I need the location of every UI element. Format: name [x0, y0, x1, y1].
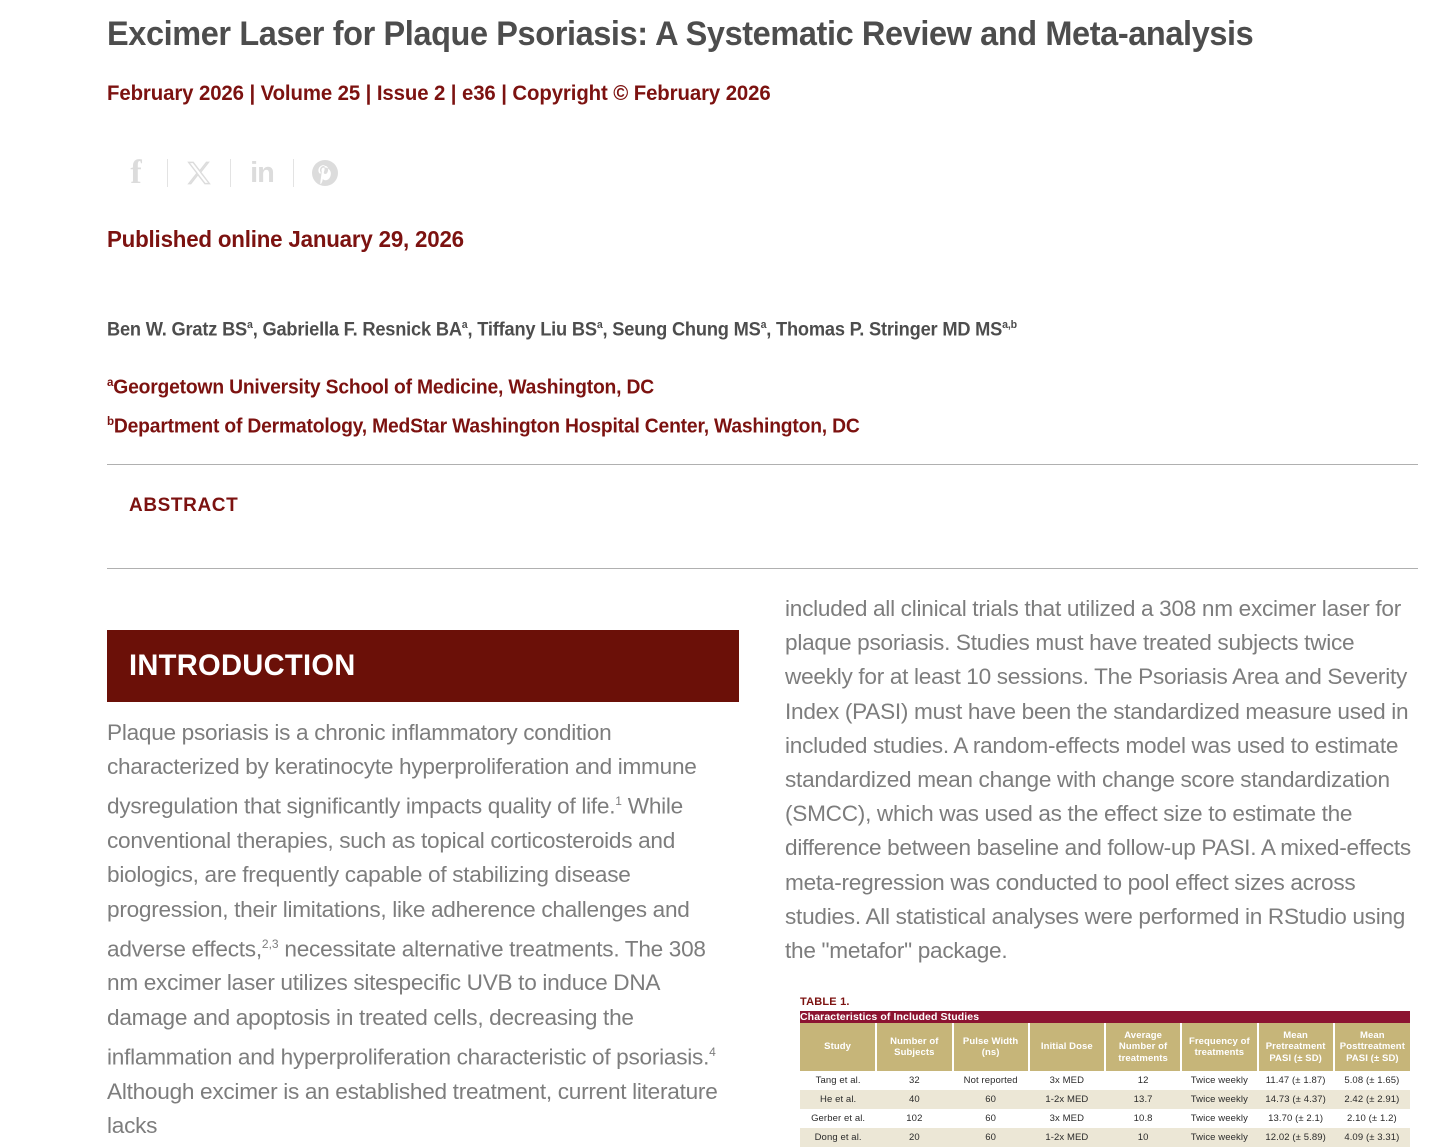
column-header-average-number-of-treatments: Average Number of treatments	[1105, 1023, 1181, 1071]
table-title: Characteristics of Included Studies	[800, 1011, 1410, 1023]
cell-avg-treatments: 13.7	[1105, 1090, 1181, 1109]
cell-frequency: Twice weekly	[1181, 1128, 1257, 1147]
cell-frequency: Twice weekly	[1181, 1109, 1257, 1128]
facebook-icon[interactable]: f	[130, 154, 142, 191]
cell-pulse-width: 60	[953, 1109, 1029, 1128]
cell-pre-pasi: 13.70 (± 2.1)	[1258, 1109, 1334, 1128]
affiliation-b: $^b$Department of Dermatology, MedStar Washington Hospital Center, Washington, DC	[107, 414, 860, 438]
cell-post-pasi: 2.10 (± 1.2)	[1334, 1109, 1410, 1128]
page-title: Excimer Laser for Plaque Psoriasis: A Systematic Review and Meta-analysis	[107, 15, 1254, 53]
cell-pre-pasi: 12.02 (± 5.89)	[1258, 1128, 1334, 1147]
cell-pulse-width: 60	[953, 1090, 1029, 1109]
cell-subjects: 40	[876, 1090, 952, 1109]
cell-subjects: 32	[876, 1071, 952, 1090]
methods-body-text: included all clinical trials that utilized a 308 nm excimer laser for plaque psoriasis. Studies must have treated subjects twice weekly for at least 10 sessions. The Psoriasis Area and Severity Index (PASI) must have been the standardized measure used in included studies. A random-effects model was used to estimate standardized mean change with change score standardization (SMCC), which was used as the effect size to estimate the difference between baseline and follow-up PASI. A mixed-effects meta-regression was conducted to pool effect sizes across studies. All statistical analyses were performed in RStudio using the "metafor" package.	[785, 596, 1411, 964]
cell-initial-dose: 1-2x MED	[1029, 1128, 1105, 1147]
issue-citation-line: February 2026 | Volume 25 | Issue 2 | e36 | Copyright © February 2026	[107, 82, 771, 105]
cell-pre-pasi: 11.47 (± 1.87)	[1258, 1071, 1334, 1090]
cell-study: Tang et al.	[800, 1071, 876, 1090]
characteristics-table	[800, 1011, 1410, 1147]
cell-initial-dose: 3x MED	[1029, 1071, 1105, 1090]
introduction-section-banner	[107, 630, 739, 702]
cell-avg-treatments: 10	[1105, 1128, 1181, 1147]
abstract-label: ABSTRACT	[129, 495, 239, 516]
cell-pulse-width: 60	[953, 1128, 1029, 1147]
table-title-row	[800, 1011, 1410, 1023]
column-header-mean-posttreatment-pasi: Mean Posttreatment PASI (± SD)	[1334, 1023, 1410, 1071]
cell-study: He et al.	[800, 1090, 876, 1109]
cell-study: Gerber et al.	[800, 1109, 876, 1128]
cell-frequency: Twice weekly	[1181, 1090, 1257, 1109]
table-caption: TABLE 1.	[800, 996, 850, 1008]
cell-avg-treatments: 12	[1105, 1071, 1181, 1090]
author-list: Ben W. Gratz $BS^a$, Gabriella F. Resnick $BA^a$, Tiffany Liu $BS^a$, Seung Chung $MS^a$, Thomas P. Stringer MD MS$^{a,b}$	[107, 319, 1017, 341]
table-row	[800, 1071, 1410, 1090]
cell-initial-dose: 3x MED	[1029, 1109, 1105, 1128]
abstract-rule-bottom	[107, 568, 1418, 569]
cell-pre-pasi: 14.73 (± 4.37)	[1258, 1090, 1334, 1109]
column-header-initial-dose: Initial Dose	[1029, 1023, 1105, 1071]
cell-avg-treatments: 10.8	[1105, 1109, 1181, 1128]
column-header-study: Study	[800, 1023, 876, 1071]
cell-post-pasi: 5.08 (± 1.65)	[1334, 1071, 1410, 1090]
table-1-container	[800, 996, 1410, 1147]
cell-initial-dose: 1-2x MED	[1029, 1090, 1105, 1109]
affiliation-a: $^a$Georgetown University School of Medicine, Washington, DC	[107, 375, 654, 399]
right-column	[785, 592, 1419, 968]
table-body	[800, 1071, 1410, 1147]
cell-pulse-width: Not reported	[953, 1071, 1029, 1090]
column-header-frequency-of-treatments: Frequency of treatments	[1181, 1023, 1257, 1071]
introduction-heading: INTRODUCTION	[129, 649, 356, 682]
x-icon[interactable]	[170, 150, 228, 196]
abstract-rule-top	[107, 464, 1418, 465]
column-header-number-of-subjects: Number of Subjects	[876, 1023, 952, 1071]
table-row	[800, 1109, 1410, 1128]
published-date: Published online January 29, 2026	[107, 226, 464, 252]
cell-subjects: 20	[876, 1128, 952, 1147]
divider	[230, 159, 231, 187]
cell-subjects: 102	[876, 1109, 952, 1128]
pinterest-icon[interactable]	[296, 150, 354, 196]
introduction-body-text: Plaque psoriasis is a chronic inflammatory condition characterized by keratinocyte hyperproliferation and immune dysregulation that significantly impacts quality of life.$^1$ While conventional therapies, such as topical corticosteroids and biologics, are frequently capable of stabilizing disease progression, their limitations, like adherence challenges and adverse effects,$^{2,3}$ necessitate alternative treatments. The 308 nm excimer laser utilizes sitespecific UVB to induce DNA damage and apoptosis in treated cells, decreasing the inflammation and hyperproliferation characteristic of psoriasis.$^4$ Although excimer is an established treatment, current literature lacks	[107, 720, 718, 1138]
left-column	[107, 630, 739, 1143]
table-row	[800, 1128, 1410, 1147]
divider	[167, 159, 168, 187]
social-share-bar	[107, 150, 354, 196]
divider	[293, 159, 294, 187]
linkedin-icon[interactable]: in	[250, 156, 274, 189]
table-header-row	[800, 1023, 1410, 1071]
cell-post-pasi: 2.42 (± 2.91)	[1334, 1090, 1410, 1109]
cell-frequency: Twice weekly	[1181, 1071, 1257, 1090]
cell-study: Dong et al.	[800, 1128, 876, 1147]
column-header-pulse-width: Pulse Width (ns)	[953, 1023, 1029, 1071]
table-row	[800, 1090, 1410, 1109]
column-header-mean-pretreatment-pasi: Mean Pretreatment PASI (± SD)	[1258, 1023, 1334, 1071]
cell-post-pasi: 4.09 (± 3.31)	[1334, 1128, 1410, 1147]
